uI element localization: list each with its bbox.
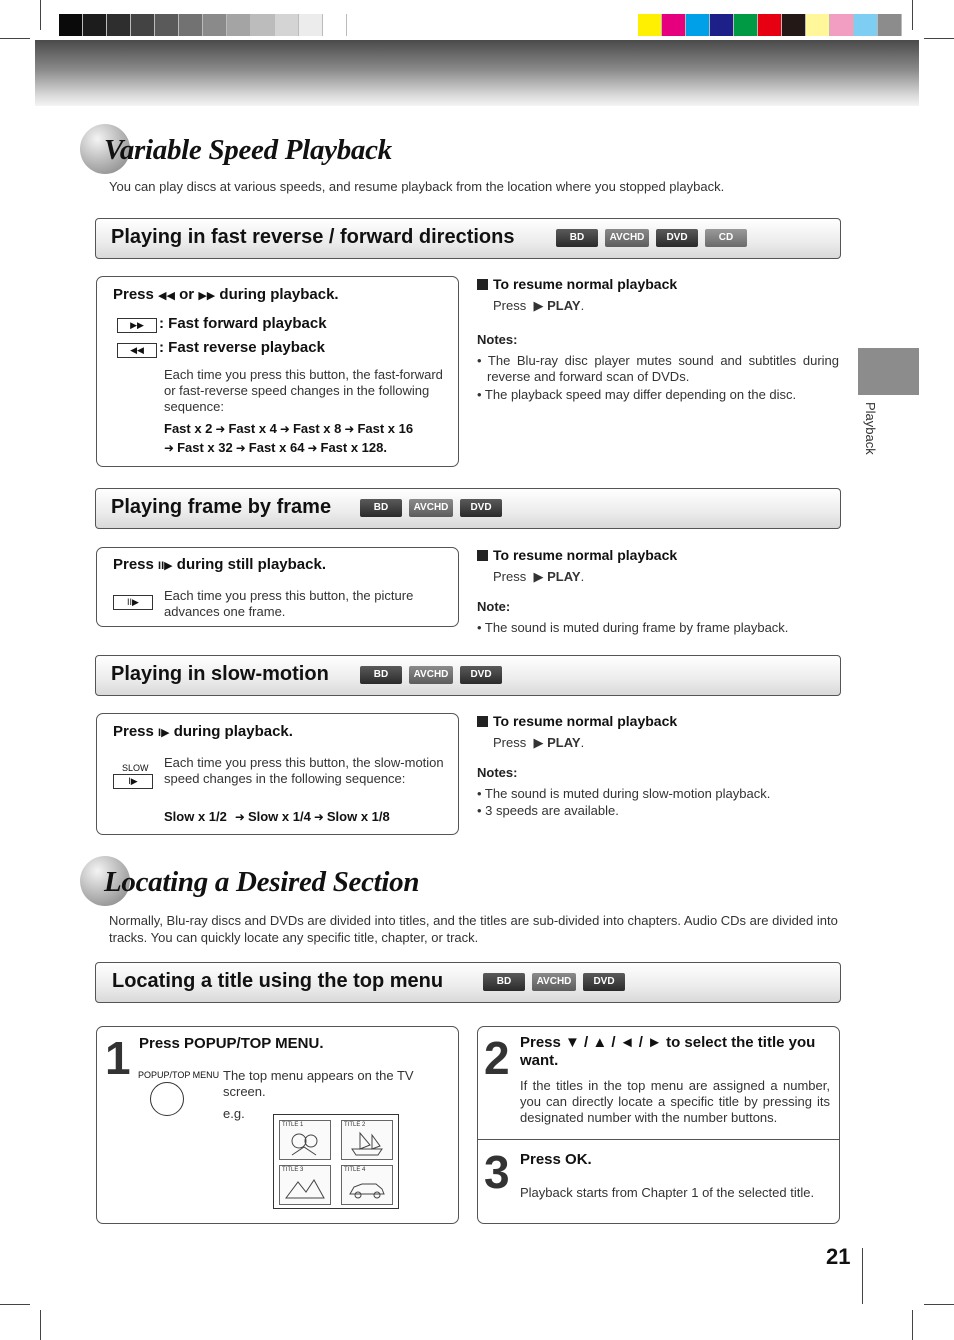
slow-instructions-box [96, 713, 459, 835]
divider [478, 1139, 839, 1140]
frame-description: Each time you press this button, the picture advances one frame. [164, 588, 414, 619]
frame-advance-icon: II▶ [158, 560, 173, 572]
fast-reverse-label: : Fast reverse playback [159, 339, 325, 356]
play-label: PLAY [547, 298, 581, 313]
press-text: Press [493, 735, 527, 750]
color-swatch [107, 14, 131, 36]
color-swatch [251, 14, 275, 36]
thumb-label: TITLE 2 [344, 1122, 366, 1128]
step-title: Press ▼ / ▲ / ◄ / ► to select the title you want. [520, 1034, 816, 1069]
fast-sequence-line2: ➜ Fast x 32 ➜ Fast x 64 ➜ Fast x 128. [164, 440, 387, 455]
frame-instructions-box [96, 547, 459, 627]
seq-item: Fast x 128 [320, 440, 384, 455]
press-text: Press [493, 569, 527, 584]
note-item: • The sound is muted during frame by frame playback. [477, 620, 789, 635]
step-description: The top menu appears on the TV screen. [223, 1068, 414, 1099]
bar-title: Playing in slow-motion [111, 663, 329, 685]
color-swatches [638, 14, 902, 38]
page-number: 21 [826, 1244, 851, 1269]
ship-illustration-icon [346, 1129, 388, 1157]
avchd-logo-icon: AVCHD [532, 973, 576, 991]
notes-heading: Notes: [477, 765, 518, 780]
color-swatch [710, 14, 734, 36]
press-instruction [113, 556, 326, 573]
color-swatch [179, 14, 203, 36]
thumb-label: TITLE 3 [282, 1167, 304, 1173]
color-swatch [227, 14, 251, 36]
title-thumbnail [341, 1120, 393, 1160]
avchd-logo-icon: AVCHD [409, 499, 453, 517]
fast-reverse-button-icon: ◀◀ [117, 343, 157, 358]
color-swatch [854, 14, 878, 36]
dvd-video-logo-icon: DVD [656, 229, 698, 247]
thumb-label: TITLE 1 [282, 1122, 304, 1128]
resume-title: To resume normal playback [493, 713, 678, 729]
arrow-right-icon: ➜ [235, 441, 246, 455]
dvd-video-logo-icon: DVD [460, 499, 502, 517]
side-tab [858, 348, 919, 395]
bar-title: Locating a title using the top menu [112, 970, 444, 992]
frame-resume-notes [477, 547, 839, 636]
mountain-illustration-icon [284, 1174, 326, 1202]
press-post-text: during playback. [219, 286, 339, 303]
press-post-text: during still playback. [176, 556, 326, 573]
header-gradient-bar [35, 40, 919, 106]
slow-sequence [164, 809, 390, 824]
color-swatch [131, 14, 155, 36]
color-swatch [299, 14, 323, 36]
title-thumbnail [279, 1165, 331, 1205]
example-label: e.g. [223, 1106, 245, 1121]
popup-top-menu-button-icon [150, 1082, 184, 1116]
color-swatch [686, 14, 710, 36]
crop-mark [0, 1304, 30, 1305]
title-thumbnail [341, 1165, 393, 1205]
crop-mark [924, 38, 954, 39]
slow-icon: I▶ [158, 727, 170, 739]
section-title: Locating a Desired Section [104, 866, 420, 898]
rewind-icon: ◀◀ [158, 290, 175, 302]
press-text: Press [113, 556, 154, 573]
seq-item: Fast x 16 [357, 421, 414, 436]
play-label: PLAY [547, 569, 581, 584]
arrow-right-icon: ➜ [307, 441, 318, 455]
bd-video-logo-icon: BD [360, 499, 402, 517]
crop-mark [924, 1304, 954, 1305]
color-swatch [83, 14, 107, 36]
color-swatch [806, 14, 830, 36]
color-swatch [638, 14, 662, 36]
frame-button-icon: II▶ [113, 595, 153, 610]
or-text: or [179, 286, 195, 303]
step-number: 1 [105, 1032, 131, 1084]
avchd-logo-icon: AVCHD [409, 666, 453, 684]
press-instruction [113, 286, 339, 303]
note-item: • The playback speed may differ depending on the disc. [477, 387, 797, 402]
note-item: • 3 speeds are available. [477, 803, 619, 818]
resume-title: To resume normal playback [493, 276, 678, 292]
color-swatch [59, 14, 83, 36]
frame-playback-bar [95, 488, 841, 529]
color-swatch [203, 14, 227, 36]
dvd-video-logo-icon: DVD [460, 666, 502, 684]
color-swatch [830, 14, 854, 36]
note-item: • The sound is muted during slow-motion playback. [477, 786, 771, 801]
color-swatch [275, 14, 299, 36]
side-tab-label: Playback [863, 402, 878, 455]
dvd-video-logo-icon: DVD [583, 973, 625, 991]
car-illustration-icon [346, 1174, 388, 1202]
crop-mark [912, 0, 913, 30]
grayscale-swatches [59, 14, 347, 38]
section-intro: Normally, Blu-ray discs and DVDs are divided into titles, and the titles are sub-divided into chapters. Audio CDs are divided into tracks. You can quickly locate any specific title, chapter, or track. [109, 913, 838, 945]
play-icon: ▶ [533, 735, 544, 750]
seq-item: Slow x 1/8 [326, 809, 390, 824]
resume-heading [477, 547, 839, 563]
seq-item: Fast x 2 [164, 421, 213, 436]
note-item: • The Blu-ray disc player mutes sound and subtitles during reverse and forward scan of DVDs. [477, 353, 839, 384]
press-text: Press [493, 298, 527, 313]
play-icon: ▶ [533, 298, 544, 313]
arrow-right-icon: ➜ [164, 441, 175, 455]
arrow-right-icon: ➜ [234, 810, 245, 824]
crop-mark [912, 1310, 913, 1340]
steps-2-3-box [477, 1026, 840, 1224]
fast-resume-notes [477, 276, 839, 403]
thumb-label: TITLE 4 [344, 1167, 366, 1173]
press-text: Press [113, 723, 154, 740]
notes-heading: Notes: [477, 332, 518, 347]
press-text: Press [113, 286, 154, 303]
arrow-right-icon: ➜ [215, 422, 226, 436]
bar-title: Playing in fast reverse / forward directions [111, 226, 515, 248]
step-number: 2 [484, 1032, 510, 1084]
fast-sequence-line1 [164, 421, 413, 436]
resume-instruction: Press ▶ PLAY. [493, 569, 585, 584]
bd-video-logo-icon: BD [556, 229, 598, 247]
notes-heading: Note: [477, 599, 511, 614]
color-swatch [323, 14, 347, 36]
fast-description: Each time you press this button, the fast-forward or fast-reverse speed changes in the following sequence: [164, 367, 443, 414]
press-post-text: during playback. [173, 723, 293, 740]
press-instruction [113, 723, 293, 740]
fast-playback-bar [95, 218, 841, 259]
step-description: If the titles in the top menu are assigned a number, you can directly locate a specific title by pressing its designated number with the number buttons. [520, 1078, 830, 1125]
fast-forward-button-icon: ▶▶ [117, 318, 157, 333]
bd-video-logo-icon: BD [483, 973, 525, 991]
slow-description: Each time you press this button, the slow-motion speed changes in the following sequence: [164, 755, 444, 786]
avchd-logo-icon: AVCHD [605, 229, 649, 247]
step-description: Playback starts from Chapter 1 of the selected title. [520, 1185, 815, 1200]
section-title: Variable Speed Playback [104, 134, 392, 166]
resume-instruction: Press ▶ PLAY. [493, 298, 585, 313]
square-bullet-icon [477, 716, 488, 727]
arrow-right-icon: ➜ [344, 422, 355, 436]
color-swatch [782, 14, 806, 36]
resume-heading [477, 276, 839, 292]
fast-forward-label: : Fast forward playback [159, 315, 327, 332]
seq-item: Slow x 1/2 [164, 809, 227, 824]
page-rule [862, 1248, 863, 1304]
color-swatch [155, 14, 179, 36]
seq-item: Fast x 8 [292, 421, 342, 436]
seq-item: Fast x 4 [228, 421, 277, 436]
step-number: 3 [484, 1146, 510, 1198]
camera-illustration-icon [284, 1129, 326, 1157]
color-swatch [662, 14, 686, 36]
title-thumbnail [279, 1120, 331, 1160]
top-menu-example [273, 1114, 399, 1209]
crop-mark [0, 38, 30, 39]
step-title: Press OK. [520, 1151, 592, 1168]
arrow-right-icon: ➜ [313, 810, 324, 824]
resume-instruction: Press ▶ PLAY. [493, 735, 585, 750]
play-label: PLAY [547, 735, 581, 750]
cd-logo-icon: CD [705, 229, 747, 247]
play-icon: ▶ [533, 569, 544, 584]
slow-button-label: SLOW [122, 763, 149, 773]
square-bullet-icon [477, 279, 488, 290]
section-intro: You can play discs at various speeds, and resume playback from the location where you stopped playback. [109, 179, 725, 194]
arrow-right-icon: ➜ [279, 422, 290, 436]
square-bullet-icon [477, 550, 488, 561]
bar-title: Playing frame by frame [111, 496, 332, 518]
slow-button-icon: I▶ [113, 774, 153, 789]
color-swatch [878, 14, 902, 36]
color-swatch [734, 14, 758, 36]
step-title: Press POPUP/TOP MENU. [139, 1035, 324, 1052]
slow-playback-bar [95, 655, 841, 696]
fast-instructions-box [96, 276, 459, 467]
fast-forward-icon: ▶▶ [198, 290, 216, 302]
resume-title: To resume normal playback [493, 547, 678, 563]
bd-video-logo-icon: BD [360, 666, 402, 684]
popup-button-label: POPUP/TOP MENU [138, 1070, 220, 1080]
crop-mark [40, 0, 41, 30]
resume-heading [477, 713, 839, 729]
seq-item: Fast x 64 [248, 440, 305, 455]
color-swatch [758, 14, 782, 36]
seq-item: Fast x 32 [177, 440, 233, 455]
slow-resume-notes [477, 713, 839, 819]
crop-mark [40, 1310, 41, 1340]
top-menu-bar [95, 962, 841, 1003]
seq-item: Slow x 1/4 [247, 809, 311, 824]
